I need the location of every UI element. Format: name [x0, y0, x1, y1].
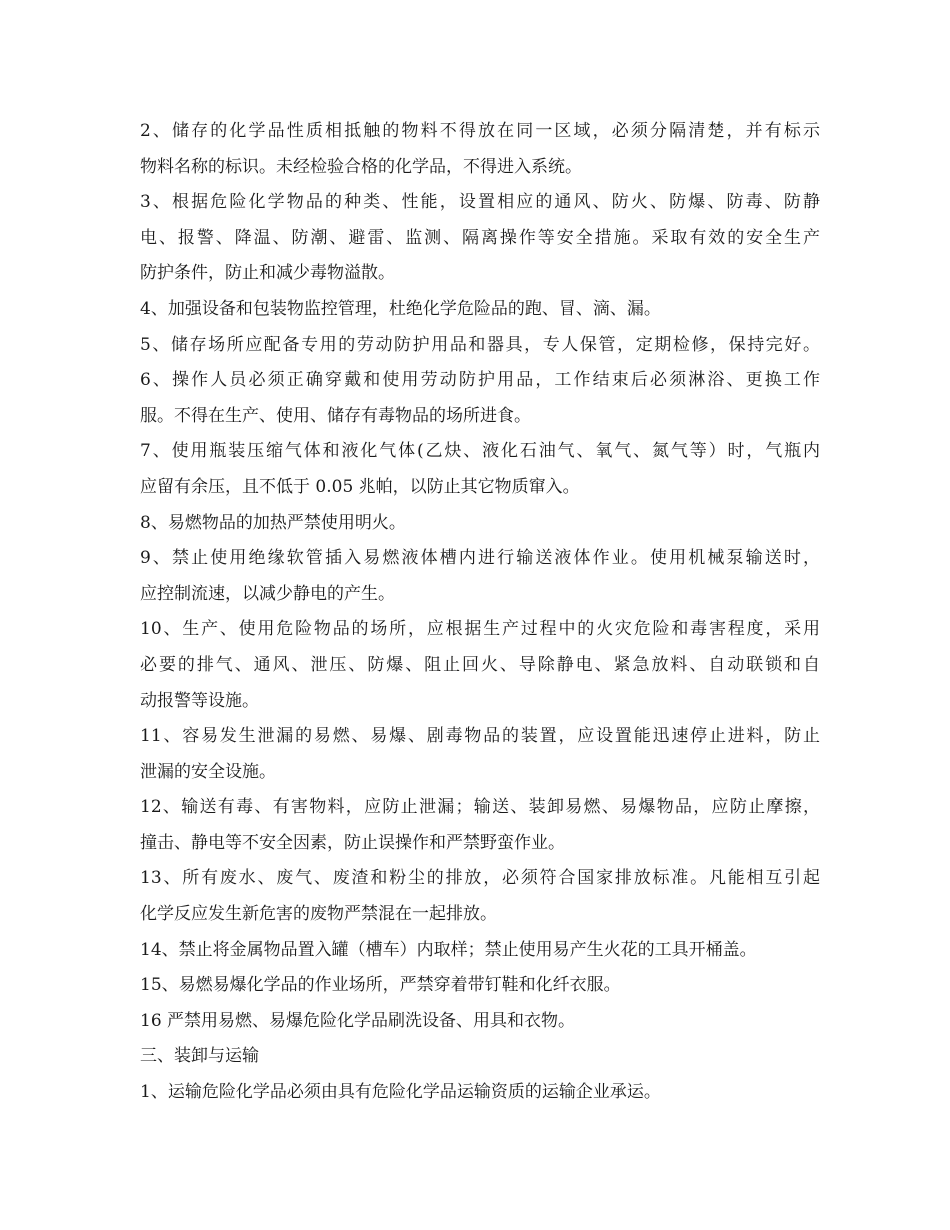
text-line: 1、运输危险化学品必须由具有危险化学品运输资质的运输企业承运。	[140, 1082, 661, 1103]
text-line: 动报警等设施。	[140, 690, 259, 711]
text-line: 5、储存场所应配备专用的劳动防护用品和器具，专人保管，定期检修，保持完好。	[140, 334, 820, 355]
text-line: 7、使用瓶装压缩气体和液化气体(乙炔、液化石油气、氧气、氮气等）时，气瓶内	[140, 441, 820, 462]
text-line: 10、生产、使用危险物品的场所，应根据生产过程中的火灾危险和毒害程度，采用	[140, 619, 820, 640]
text-line: 泄漏的安全设施。	[140, 761, 276, 782]
text-line: 14、禁止将金属物品置入罐（槽车）内取样；禁止使用易产生火花的工具开桶盖。	[140, 939, 757, 960]
text-line: 必要的排气、通风、泄压、防爆、阻止回火、导除静电、紧急放料、自动联锁和自	[140, 654, 820, 675]
text-line: 3、根据危险化学物品的种类、性能，设置相应的通风、防火、防爆、防毒、防静	[140, 192, 820, 213]
text-line: 应留有余压，且不低于 0.05 兆帕，以防止其它物质窜入。	[140, 476, 580, 497]
text-line: 16 严禁用易燃、易爆危险化学品刷洗设备、用具和衣物。	[140, 1010, 576, 1031]
text-line: 15、易燃易爆化学品的作业场所，严禁穿着带钉鞋和化纤衣服。	[140, 975, 621, 996]
text-line: 撞击、静电等不安全因素，防止误操作和严禁野蛮作业。	[140, 832, 565, 853]
text-line: 2、储存的化学品性质相抵触的物料不得放在同一区域，必须分隔清楚，并有标示	[140, 121, 820, 141]
document-body	[140, 114, 830, 1111]
text-line: 服。不得在生产、使用、储存有毒物品的场所进食。	[140, 405, 531, 426]
text-line: 6、操作人员必须正确穿戴和使用劳动防护用品，工作结束后必须淋浴、更换工作	[140, 370, 820, 391]
text-line: 11、容易发生泄漏的易燃、易爆、剧毒物品的装置，应设置能迅速停止进料，防止	[140, 726, 820, 747]
text-line: 物料名称的标识。未经检验合格的化学品，不得进入系统。	[140, 156, 582, 177]
text-line: 4、加强设备和包装物监控管理，杜绝化学危险品的跑、冒、滴、漏。	[140, 298, 661, 319]
text-line: 化学反应发生新危害的废物严禁混在一起排放。	[140, 904, 497, 925]
text-line: 13、所有废水、废气、废渣和粉尘的排放，必须符合国家排放标准。凡能相互引起	[140, 868, 820, 889]
text-line: 电、报警、降温、防潮、避雷、监测、隔离操作等安全措施。采取有效的安全生产	[140, 227, 820, 248]
text-line: 8、易燃物品的加热严禁使用明火。	[140, 512, 406, 533]
text-line: 应控制流速，以减少静电的产生。	[140, 583, 395, 604]
text-line: 三、装卸与运输	[140, 1046, 259, 1067]
text-line: 12、输送有毒、有害物料，应防止泄漏；输送、装卸易燃、易爆物品，应防止摩擦，	[140, 797, 820, 818]
text-line: 防护条件，防止和减少毒物溢散。	[140, 263, 395, 284]
text-line: 9、禁止使用绝缘软管插入易燃液体槽内进行输送液体作业。使用机械泵输送时，	[140, 548, 820, 569]
